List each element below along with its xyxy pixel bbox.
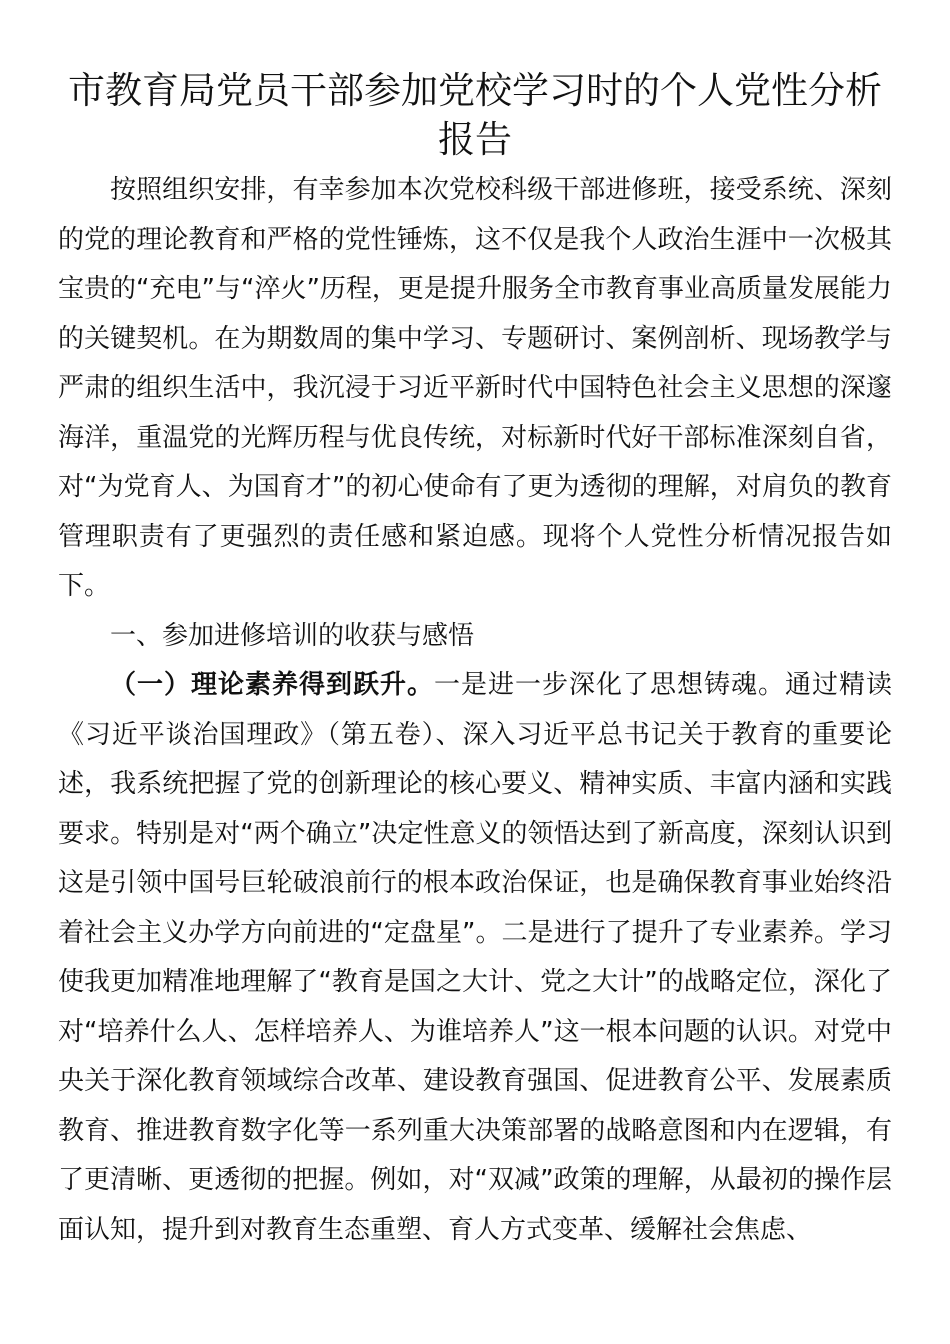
subsection-body: 一是进一步深化了思想铸魂。通过精读《习近平谈治国理政》（第五卷）、深入习近平总书记关于教育的重要论述，我系统把握了党的创新理论的核心要义、精神实质、丰富内涵和实践要求。特别是对“两个确立”决定性意义的领悟达到了新高度，深刻认识到这是引领中国号巨轮破浪前行的根本政治保证，也是确保教育事业始终沿着社会主义办学方向前进的“定盘星”。二是进行了提升了专业素养。学习使我更加精准地理解了“教育是国之大计、党之大计”的战略定位，深化了对“培养什么人、怎样培养人、为谁培养人”这一根本问题的认识。对党中央关于深化教育领域综合改革、建设教育强国、促进教育公平、发展素质教育、推进教育数字化等一系列重大决策部署的战略意图和内在逻辑，有了更清晰、更透彻的把握。例如，对“双减”政策的理解，从最初的操作层面认知，提升到对教育生态重塑、育人方式变革、缓解社会焦虑、 [58,670,892,1245]
subsection-lead: （一）理论素养得到跃升。 [110,670,434,700]
intro-paragraph: 按照组织安排，有幸参加本次党校科级干部进修班，接受系统、深刻的党的理论教育和严格的党性锤炼，这不仅是我个人政治生涯中一次极其宝贵的“充电”与“淬火”历程，更是提升服务全市教育事业高质量发展能力的关键契机。在为期数周的集中学习、专题研讨、案例剖析、现场教学与严肃的组织生活中，我沉浸于习近平新时代中国特色社会主义思想的深邃海洋，重温党的光辉历程与优良传统，对标新时代好干部标准深刻自省，对“为党育人、为国育才”的初心使命有了更为透彻的理解，对肩负的教育管理职责有了更强烈的责任感和紧迫感。现将个人党性分析情况报告如下。 [58,175,892,601]
section-heading: 一、参加进修培训的收获与感悟 [110,620,475,651]
subsection-paragraph [58,661,892,1255]
document-title: 市教育局党员干部参加党校学习时的个人党性分析报告 [68,69,882,161]
